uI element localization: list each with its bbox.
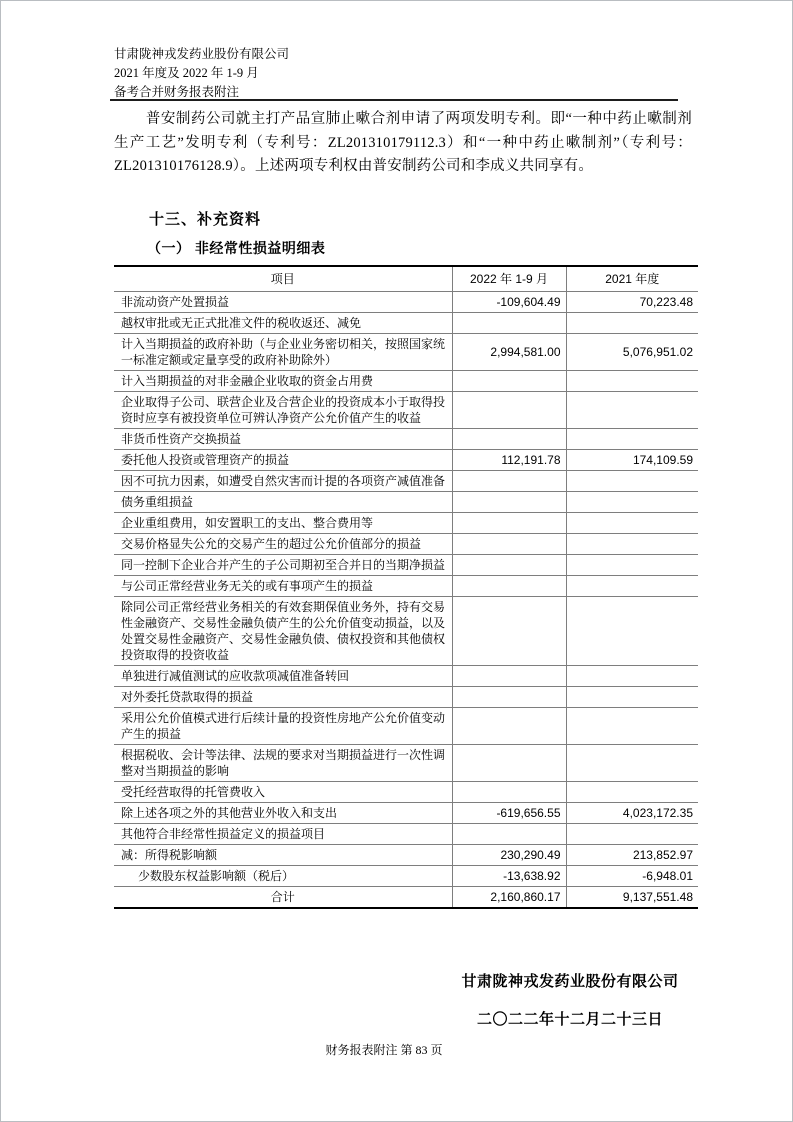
item-label: 同一控制下企业合并产生的子公司期初至合并日的当期净损益: [114, 555, 452, 576]
value-2022: [452, 534, 566, 555]
item-label: 委托他人投资或管理资产的损益: [114, 450, 452, 471]
non-recurring-table-body: [114, 292, 698, 909]
table-row: [114, 534, 698, 555]
value-2021: [566, 782, 698, 803]
value-2021: [566, 555, 698, 576]
value-2021: [566, 534, 698, 555]
table-row: [114, 887, 698, 909]
value-2021: [566, 745, 698, 782]
value-2021: [566, 824, 698, 845]
table-row: [114, 513, 698, 534]
value-2021: 213,852.97: [566, 845, 698, 866]
value-2021: 4,023,172.35: [566, 803, 698, 824]
column-header-item: 项目: [114, 266, 452, 292]
table-row: [114, 292, 698, 313]
header-divider: [110, 99, 678, 101]
value-2021: [566, 687, 698, 708]
document-header: [114, 45, 289, 102]
table-row: [114, 745, 698, 782]
header-company-name: 甘肃陇神戎发药业股份有限公司: [114, 47, 290, 61]
item-label: 越权审批或无正式批准文件的税收返还、减免: [114, 313, 452, 334]
value-2021: [566, 513, 698, 534]
value-2021: [566, 666, 698, 687]
value-2022: [452, 471, 566, 492]
table-row: [114, 471, 698, 492]
value-2021: [566, 429, 698, 450]
value-2021: [566, 471, 698, 492]
item-label: 与公司正常经营业务无关的或有事项产生的损益: [114, 576, 452, 597]
table-row: [114, 450, 698, 471]
table-row: [114, 313, 698, 334]
table-row: [114, 666, 698, 687]
item-label: 单独进行减值测试的应收款项减值准备转回: [114, 666, 452, 687]
item-label: 减：所得税影响额: [114, 845, 452, 866]
value-2021: 70,223.48: [566, 292, 698, 313]
table-row: [114, 576, 698, 597]
table-row: [114, 687, 698, 708]
item-label: 根据税收、会计等法律、法规的要求对当期损益进行一次性调整对当期损益的影响: [114, 745, 452, 782]
item-label: 除上述各项之外的其他营业外收入和支出: [114, 803, 452, 824]
column-header-2022: 2022 年 1-9 月: [452, 266, 566, 292]
table-row: [114, 371, 698, 392]
item-label: 计入当期损益的政府补助（与企业业务密切相关，按照国家统一标准定额或定量享受的政府补助除外）: [114, 334, 452, 371]
header-report-title: 备考合并财务报表附注: [114, 85, 240, 99]
signature-company-name: 甘肃陇神戎发药业股份有限公司: [461, 974, 679, 990]
value-2022: [452, 492, 566, 513]
table-row: [114, 334, 698, 371]
value-2022: [452, 666, 566, 687]
subsection-title: （一） 非经常性损益明细表: [147, 240, 326, 256]
item-label: 少数股东权益影响额（税后）: [114, 866, 452, 887]
item-label: 非货币性资产交换损益: [114, 429, 452, 450]
page-footer-note: 财务报表附注 第 83 页: [325, 1043, 443, 1057]
item-label: 除同公司正常经营业务相关的有效套期保值业务外，持有交易性金融资产、交易性金融负债产生的公允价值变动损益，以及处置交易性金融资产、交易性金融负债、债权投资和其他债权投资取得的投资收益: [114, 597, 452, 666]
value-2022: [452, 513, 566, 534]
item-label: 企业取得子公司、联营企业及合营企业的投资成本小于取得投资时应享有被投资单位可辨认净资产公允价值产生的收益: [114, 392, 452, 429]
value-2022: [452, 555, 566, 576]
column-header-2021: 2021 年度: [566, 266, 698, 292]
value-2022: [452, 782, 566, 803]
value-2021: [566, 371, 698, 392]
value-2022: 2,994,581.00: [452, 334, 566, 371]
value-2022: [452, 371, 566, 392]
item-label: 交易价格显失公允的交易产生的超过公允价值部分的损益: [114, 534, 452, 555]
value-2022: 2,160,860.17: [452, 887, 566, 909]
value-2022: -619,656.55: [452, 803, 566, 824]
value-2022: [452, 429, 566, 450]
value-2021: 174,109.59: [566, 450, 698, 471]
item-label: 合计: [270, 890, 295, 904]
table-header-row: [114, 266, 698, 292]
section-title: 十三、补充资料: [149, 211, 262, 228]
item-label: 其他符合非经常性损益定义的损益项目: [114, 824, 452, 845]
value-2021: [566, 313, 698, 334]
patent-paragraph: 普安制药公司就主打产品宣肺止嗽合剂申请了两项发明专利。即“一种中药止嗽制剂生产工艺”发明专利（专利号：ZL201310179112.3）和“一种中药止嗽制剂”（专利号：ZL201310176128.9）。上述两项专利权由普安制药公司和李成义共同享有。: [114, 111, 692, 174]
item-label: 对外委托贷款取得的损益: [114, 687, 452, 708]
table-row: [114, 803, 698, 824]
item-label: 债务重组损益: [114, 492, 452, 513]
value-2021: [566, 392, 698, 429]
header-report-period: 2021 年度及 2022 年 1-9 月: [114, 66, 259, 80]
value-2022: [452, 313, 566, 334]
value-2022: -13,638.92: [452, 866, 566, 887]
table-row: [114, 845, 698, 866]
item-label: 计入当期损益的对非金融企业收取的资金占用费: [114, 371, 452, 392]
value-2022: [452, 597, 566, 666]
value-2022: [452, 824, 566, 845]
table-row: [114, 824, 698, 845]
value-2021: 5,076,951.02: [566, 334, 698, 371]
value-2021: [566, 576, 698, 597]
value-2022: 112,191.78: [452, 450, 566, 471]
table-row: [114, 782, 698, 803]
value-2021: -6,948.01: [566, 866, 698, 887]
value-2021: [566, 597, 698, 666]
table-row: [114, 866, 698, 887]
table-row: [114, 555, 698, 576]
table-row: [114, 597, 698, 666]
value-2022: 230,290.49: [452, 845, 566, 866]
item-label: 采用公允价值模式进行后续计量的投资性房地产公允价值变动产生的损益: [114, 708, 452, 745]
signature-date: 二〇二二年十二月二十三日: [476, 1012, 664, 1028]
table-row: [114, 392, 698, 429]
value-2022: [452, 576, 566, 597]
item-label: 因不可抗力因素，如遭受自然灾害而计提的各项资产减值准备: [114, 471, 452, 492]
table-row: [114, 492, 698, 513]
value-2021: 9,137,551.48: [566, 887, 698, 909]
value-2022: [452, 708, 566, 745]
value-2021: [566, 708, 698, 745]
value-2022: -109,604.49: [452, 292, 566, 313]
item-label: 企业重组费用，如安置职工的支出、整合费用等: [114, 513, 452, 534]
item-label: 非流动资产处置损益: [114, 292, 452, 313]
item-label: 受托经营取得的托管费收入: [114, 782, 452, 803]
table-row: [114, 429, 698, 450]
table-row: [114, 708, 698, 745]
value-2022: [452, 392, 566, 429]
value-2022: [452, 687, 566, 708]
non-recurring-items-table: [114, 265, 698, 909]
value-2022: [452, 745, 566, 782]
value-2021: [566, 492, 698, 513]
